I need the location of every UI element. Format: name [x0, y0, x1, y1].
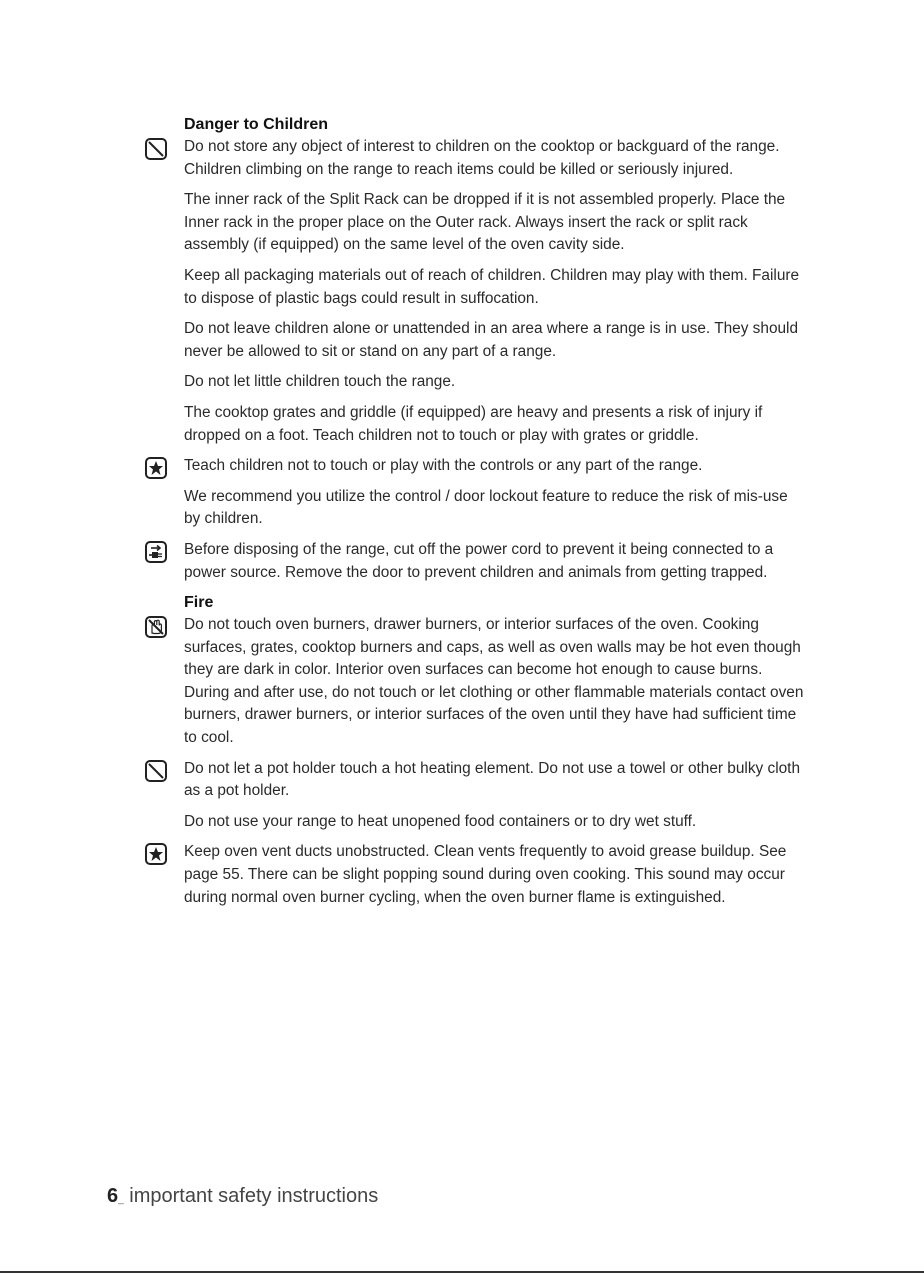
paragraph-text: Teach children not to touch or play with the controls or any part of the range.: [184, 457, 703, 475]
paragraph-text: Keep all packaging materials out of reach of children. Children may play with them. Failure to dispose of plastic bags could result in suffocation.: [184, 266, 800, 307]
paragraph: [184, 811, 804, 834]
paragraph-text: Do not let little children touch the range.: [184, 373, 456, 391]
paragraph: [184, 486, 804, 531]
footer-title: important safety instructions: [129, 1185, 379, 1207]
paragraph-text: We recommend you utilize the control / door lockout feature to reduce the risk of mis-use by children.: [184, 487, 788, 528]
paragraph: [184, 758, 804, 803]
paragraph: [184, 371, 804, 394]
prohibited-icon: [145, 138, 167, 160]
paragraph: [184, 455, 804, 478]
paragraph: [184, 402, 804, 447]
bottom-rule: [0, 1271, 924, 1273]
do-not-touch-icon: [145, 616, 167, 638]
paragraph-text: Keep oven vent ducts unobstructed. Clean vents frequently to avoid grease buildup. See page 55. There can be slight popping sound during oven cooking. This sound may occur during normal oven burner cycling, when the oven burner flame is extinguished.: [184, 843, 787, 906]
paragraph: [184, 136, 804, 181]
paragraph-text: Do not let a pot holder touch a hot heating element. Do not use a towel or other bulky cloth as a pot holder.: [184, 759, 801, 800]
section-heading: Danger to Children: [184, 116, 329, 133]
section-danger-to-children: [184, 114, 804, 584]
paragraph: [184, 614, 804, 750]
paragraph-text: Do not use your range to heat unopened food containers or to dry wet stuff.: [184, 812, 697, 830]
unplug-icon: [145, 541, 167, 563]
paragraph-text: Do not leave children alone or unattended in an area where a range is in use. They should never be allowed to sit or stand on any part of a range.: [184, 320, 799, 360]
paragraph: [184, 318, 804, 363]
prohibited-icon: [145, 760, 167, 782]
paragraph: [184, 265, 804, 310]
safety-content: [184, 112, 804, 917]
section-heading: Fire: [184, 594, 214, 612]
paragraph-text: The cooktop grates and griddle (if equipped) are heavy and presents a risk of injury if dropped on a foot. Teach children not to touch or play with grates or griddle.: [184, 403, 763, 444]
paragraph-text: Do not store any object of interest to children on the cooktop or backguard of the range. Children climbing on the range to reach items could be killed or seriously injured.: [184, 138, 780, 178]
section-fire: [184, 592, 804, 909]
paragraph-text: Do not touch oven burners, drawer burners, or interior surfaces of the oven. Cooking surfaces, grates, cooktop burners and caps, as well as oven walls may be hot even though they are dark in color. Interior oven surfaces can become hot enough to cause burns. During and after use, do not touch or let clothing or other flammable materials contact oven burners, drawer burners, or interior surfaces of the oven until they have had sufficient time to cool.: [184, 616, 804, 747]
star-instruction-icon: [145, 457, 167, 479]
paragraph-text: The inner rack of the Split Rack can be dropped if it is not assembled properly. Place the Inner rack in the proper place on the Outer rack. Always insert the rack or split rack assembly (if equipped) on the same level of the oven cavity side.: [184, 191, 786, 254]
page-footer: [107, 1185, 378, 1208]
paragraph: [184, 841, 804, 909]
paragraph-text: Before disposing of the range, cut off the power cord to prevent it being connected to a power source. Remove the door to prevent children and animals from getting trapped.: [184, 540, 774, 581]
page-number: 6: [107, 1185, 119, 1207]
paragraph: [184, 189, 804, 257]
paragraph: [184, 539, 804, 584]
star-instruction-icon: [145, 843, 167, 865]
footer-separator: _: [118, 1194, 124, 1205]
